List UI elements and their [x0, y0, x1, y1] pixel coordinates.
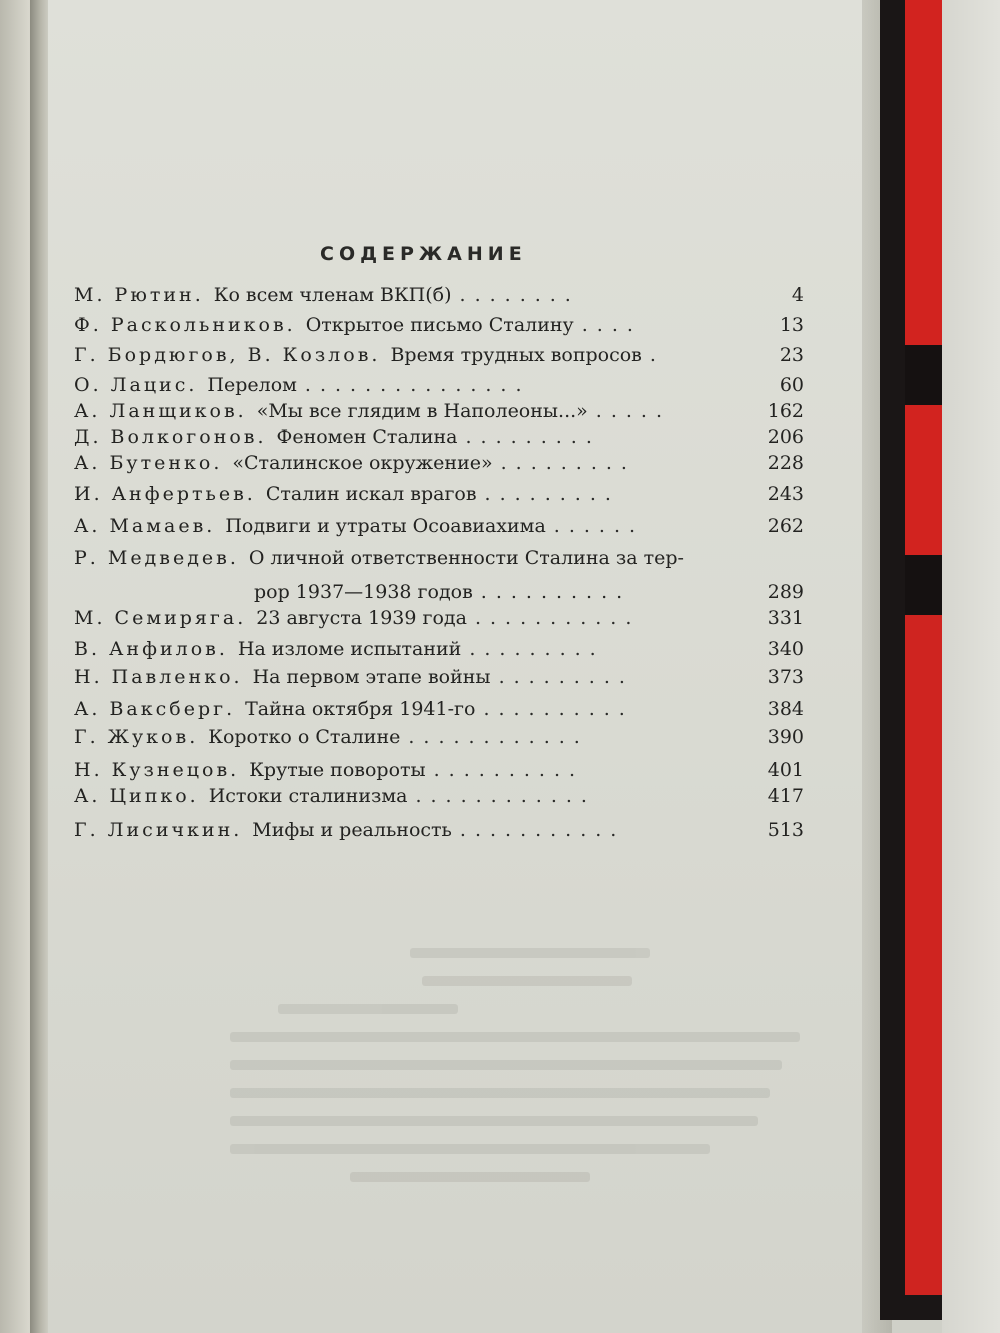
leader-dots: .........: [469, 638, 605, 660]
toc-entry: [74, 696, 804, 722]
entry-title: «Сталинское окружение»: [232, 452, 493, 474]
entry-page: 228: [767, 452, 804, 474]
leader-dots: ...........: [474, 607, 641, 629]
cover-black-band: [905, 345, 942, 405]
toc-entry: [74, 424, 804, 450]
entry-author: Н. Павленко.: [74, 666, 243, 688]
entry-title: Подвиги и утраты Осоавиахима: [225, 515, 546, 537]
leader-dots: .........: [484, 483, 620, 505]
toc-entry: [74, 342, 804, 368]
entry-title: Феномен Сталина: [276, 426, 458, 448]
entry-author: М. Рютин.: [74, 284, 204, 306]
entry-author: В. Анфилов.: [74, 638, 228, 660]
entry-author: М. Семиряга.: [74, 607, 247, 629]
entry-page: 206: [767, 426, 804, 448]
entry-author: Н. Кузнецов.: [74, 759, 240, 781]
leader-dots: .....: [595, 400, 671, 422]
entry-page: 340: [767, 638, 804, 660]
toc-entry: [74, 398, 804, 424]
entry-page: 162: [767, 400, 804, 422]
toc-entry: [74, 513, 804, 539]
leader-dots: ..........: [483, 698, 634, 720]
leader-dots: ........: [459, 284, 580, 306]
entry-title: Мифы и реальность: [252, 819, 452, 841]
leader-dots: .........: [498, 666, 634, 688]
toc-entry: [74, 664, 804, 690]
leader-dots: .........: [500, 452, 636, 474]
leader-dots: ............: [415, 785, 596, 807]
entry-page: 417: [767, 785, 804, 807]
entry-title: Время трудных вопросов: [390, 344, 642, 366]
entry-author: Г. Бордюгов, В. Козлов.: [74, 344, 381, 366]
toc-entry: [74, 605, 804, 631]
leader-dots: ...........: [459, 819, 626, 841]
toc-entry: [74, 312, 804, 338]
leader-dots: ......: [553, 515, 645, 537]
entry-page: 384: [767, 698, 804, 720]
cover-red-strip: [905, 0, 942, 345]
entry-title: Тайна октября 1941-го: [245, 698, 476, 720]
entry-page: 331: [767, 607, 804, 629]
leader-dots: .........: [465, 426, 601, 448]
entry-page: 373: [767, 666, 804, 688]
toc-entry: [74, 481, 804, 507]
leader-dots: ..........: [480, 581, 632, 603]
entry-title: На первом этапе войны: [252, 666, 491, 688]
leader-dots: ....: [581, 314, 642, 336]
toc-entry: [74, 757, 804, 783]
toc-heading: СОДЕРЖАНИЕ: [320, 243, 527, 265]
entry-title: На изломе испытаний: [237, 638, 462, 660]
entry-page: 262: [767, 515, 804, 537]
cover-red-strip: [905, 615, 942, 1295]
entry-title: Перелом: [207, 374, 297, 396]
entry-title: Ко всем членам ВКП(б): [213, 284, 452, 306]
entry-author: И. Анфертьев.: [74, 483, 256, 505]
entry-page: 13: [779, 314, 804, 336]
table-of-contents: [74, 282, 804, 843]
toc-entry-continuation: [74, 579, 804, 605]
show-through-text: [230, 930, 830, 1250]
entry-page: 60: [779, 374, 804, 396]
leader-dots: ..........: [433, 759, 585, 781]
entry-page: 4: [791, 284, 804, 306]
entry-title: Коротко о Сталине: [208, 726, 401, 748]
leader-dots: ...............: [304, 374, 531, 396]
entry-title: «Мы все глядим в Наполеоны...»: [256, 400, 588, 422]
entry-author: Г. Жуков.: [74, 726, 199, 748]
entry-title: Сталин искал врагов: [265, 483, 477, 505]
toc-entry: [74, 450, 804, 476]
entry-page: 289: [767, 581, 804, 603]
entry-title: Открытое письмо Сталину: [305, 314, 574, 336]
toc-entry: [74, 783, 804, 809]
entry-page: 390: [767, 726, 804, 748]
leader-dots: .: [649, 344, 665, 366]
toc-entry: [74, 372, 804, 398]
entry-author: А. Ваксберг.: [74, 698, 236, 720]
toc-entry: [74, 636, 804, 662]
toc-entry: [74, 282, 804, 308]
entry-author: Г. Лисичкин.: [74, 819, 243, 841]
cover-red-strip: [905, 405, 942, 555]
toc-entry: [74, 545, 804, 571]
entry-author: О. Лацис.: [74, 374, 198, 396]
entry-page: 401: [767, 759, 804, 781]
entry-title: Истоки сталинизма: [208, 785, 408, 807]
entry-author: Д. Волкогонов.: [74, 426, 267, 448]
entry-author: А. Ципко.: [74, 785, 199, 807]
toc-entry: [74, 724, 804, 750]
entry-author: А. Мамаев.: [74, 515, 216, 537]
continuation-text: рор 1937—1938 годов: [254, 581, 473, 603]
leader-dots: ............: [408, 726, 589, 748]
entry-author: Р. Медведев.: [74, 547, 239, 569]
backdrop: [942, 0, 1000, 1333]
entry-author: А. Ланщиков.: [74, 400, 247, 422]
entry-author: Ф. Раскольников.: [74, 314, 296, 336]
entry-title: 23 августа 1939 года: [256, 607, 467, 629]
entry-title: Крутые повороты: [249, 759, 426, 781]
toc-entry: [74, 817, 804, 843]
entry-page: 23: [779, 344, 804, 366]
entry-title: О личной ответственности Сталина за тер-: [248, 547, 684, 569]
entry-page: 513: [767, 819, 804, 841]
entry-author: А. Бутенко.: [74, 452, 223, 474]
entry-page: 243: [767, 483, 804, 505]
cover-black-band: [905, 555, 942, 615]
